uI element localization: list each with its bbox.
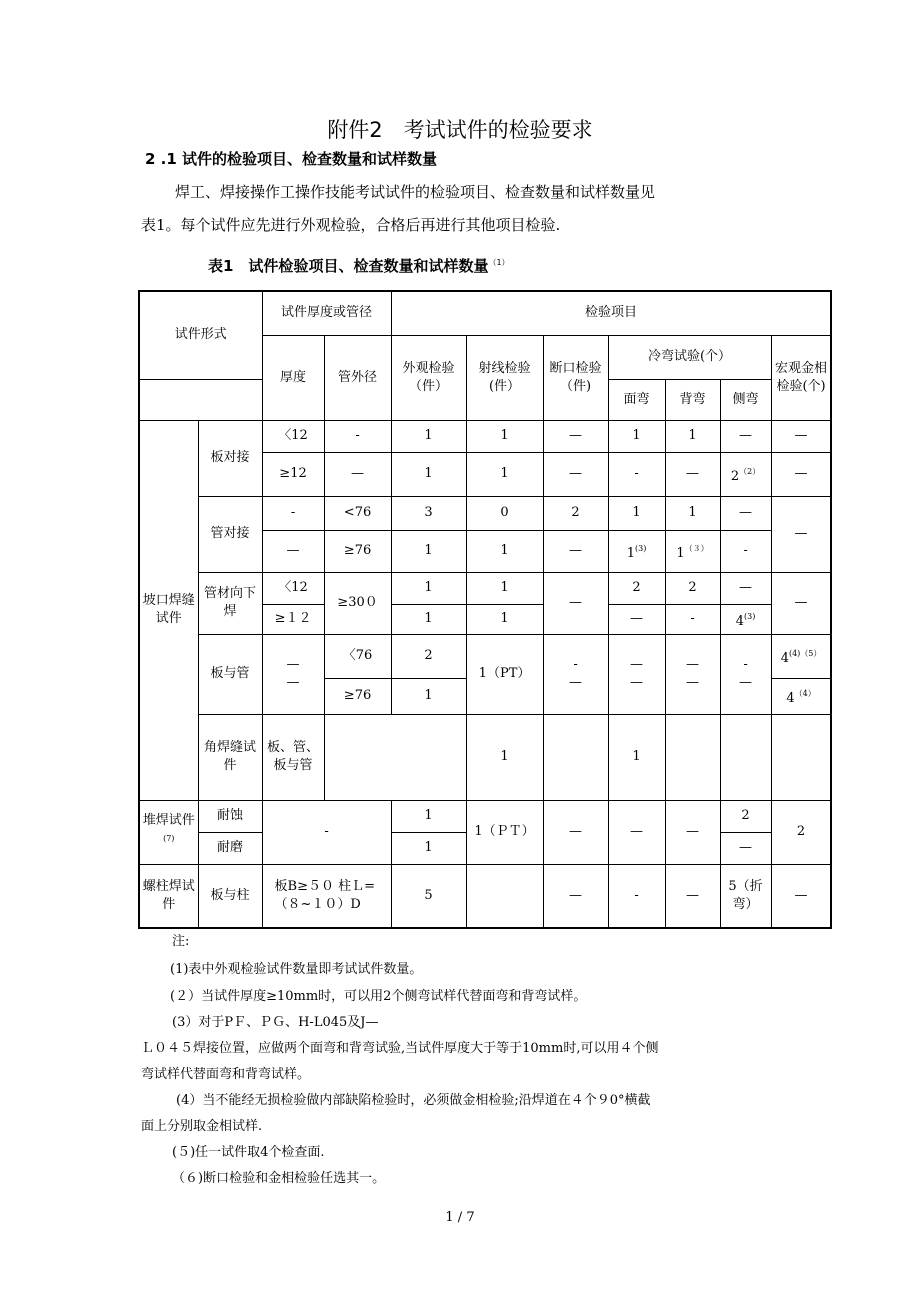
table-cell: 1 xyxy=(608,420,665,452)
cell-footnote: (3) xyxy=(635,543,647,553)
table-cell: 1 xyxy=(391,452,466,496)
table-row xyxy=(139,714,831,800)
cell-footnote: (4) xyxy=(788,648,801,658)
table-cell: ≥30０ xyxy=(324,572,391,634)
table-cell: 1 xyxy=(391,678,466,714)
row-plate-pipe: 板与管 xyxy=(198,634,262,714)
note-3-line-3: 弯试样代替面弯和背弯试样。 xyxy=(141,1067,311,1082)
table-caption-footnote: （1） xyxy=(488,258,510,267)
table-cell: — xyxy=(771,496,831,572)
cell-value: 1 xyxy=(626,545,635,561)
table-cell: 2 xyxy=(608,572,665,604)
table-cell: 1（ＰＴ） xyxy=(466,800,543,864)
table-cell: 1（PT） xyxy=(466,634,543,714)
table-cell: — xyxy=(771,452,831,496)
header-visual: 外观检验（件） xyxy=(391,335,466,420)
table-cell: - xyxy=(608,864,665,928)
header-face-bend: 面弯 xyxy=(608,379,665,420)
row-group-overlay xyxy=(139,800,198,864)
table-cell: — xyxy=(608,800,665,864)
row-group-stud: 螺柱焊试件 xyxy=(139,864,198,928)
header-thickness-group: 试件厚度或管径 xyxy=(262,291,391,335)
row-plate-butt: 板对接 xyxy=(198,420,262,496)
table-cell: — xyxy=(720,496,771,530)
table-cell: — — xyxy=(608,634,665,714)
table-cell: 1 xyxy=(466,420,543,452)
table-cell xyxy=(466,864,543,928)
page-title: 附件2 考试试件的检验要求 xyxy=(327,118,593,142)
cell-footnote: （2） xyxy=(739,466,761,476)
table-cell xyxy=(608,530,665,572)
table-row xyxy=(139,800,831,832)
row-group-fillet: 角焊缝试件 xyxy=(198,714,262,800)
table-cell: 2 xyxy=(665,572,720,604)
table-cell: ≥76 xyxy=(324,678,391,714)
table-cell: — xyxy=(771,420,831,452)
note-2: (２）当试件厚度≥10mm时，可以用2个侧弯试样代替面弯和背弯试样。 xyxy=(170,989,587,1004)
table-cell: — xyxy=(543,452,608,496)
table-cell: ≥１２ xyxy=(262,604,324,634)
paragraph-line-1 xyxy=(141,176,781,209)
table-cell xyxy=(543,714,608,800)
header-form-spacer xyxy=(139,379,262,420)
table-cell xyxy=(665,714,720,800)
table-cell: 板B≥５０ 柱Ｌ=（８~１０）D xyxy=(262,864,391,928)
table-cell: 1 xyxy=(608,496,665,530)
header-form: 试件形式 xyxy=(139,291,262,379)
header-side-bend: 侧弯 xyxy=(720,379,771,420)
header-outer-diameter: 管外径 xyxy=(324,335,391,420)
note-4-line-1: (4）当不能经无损检验做内部缺陷检验时，必须做金相检验;沿焊道在４个９0°横截 xyxy=(176,1093,651,1108)
notes-heading: 注: xyxy=(172,934,190,949)
table-cell: - xyxy=(324,420,391,452)
header-thickness: 厚度 xyxy=(262,335,324,420)
row-corrosion: 耐蚀 xyxy=(198,800,262,832)
table-cell: — xyxy=(262,530,324,572)
table-cell: 2 xyxy=(543,496,608,530)
note-3-line-1: (3）对于PＦ、ＰＧ、H-L045及J— xyxy=(172,1015,379,1030)
table-cell: — xyxy=(771,572,831,634)
table-cell: 5（折弯） xyxy=(720,864,771,928)
table-cell: — xyxy=(665,452,720,496)
table-cell: 1 xyxy=(466,572,543,604)
cell-value: 2 xyxy=(730,468,740,484)
table-cell: 1 xyxy=(391,800,466,832)
cell-footnote: （３） xyxy=(684,543,709,553)
table-cell: 1 xyxy=(466,714,543,800)
table-cell: — — xyxy=(665,634,720,714)
table-cell: 1 xyxy=(466,530,543,572)
table-cell xyxy=(324,714,466,800)
cell-value: 4 xyxy=(786,690,795,706)
table-cell: — xyxy=(665,800,720,864)
cell-footnote: （5） xyxy=(800,648,822,658)
table-cell: 0 xyxy=(466,496,543,530)
note-3-line-2: Ｌ０４５焊接位置，应做两个面弯和背弯试验,当试件厚度大于等于10mm时,可以用４个侧 xyxy=(141,1041,659,1056)
table-cell: - xyxy=(608,452,665,496)
cell-value: 4 xyxy=(735,613,744,629)
table-caption-text: 表1 试件检验项目、检查数量和试样数量 xyxy=(208,257,489,275)
table-cell: — xyxy=(720,420,771,452)
cell-footnote: （4） xyxy=(794,688,816,698)
table-cell: — xyxy=(543,530,608,572)
header-inspection: 检验项目 xyxy=(391,291,831,335)
table-cell: 1 xyxy=(665,496,720,530)
table-row xyxy=(139,864,831,928)
table-cell xyxy=(720,604,771,634)
cell-footnote: (7) xyxy=(163,833,175,843)
table-cell: 〈12 xyxy=(262,420,324,452)
table-cell: 1 xyxy=(466,452,543,496)
table-cell: 2 xyxy=(391,634,466,678)
table-cell: 1 xyxy=(391,832,466,864)
table-cell: 1 xyxy=(391,604,466,634)
table-cell: ≥12 xyxy=(262,452,324,496)
table-cell: 5 xyxy=(391,864,466,928)
header-macro: 宏观金相检验(个) xyxy=(771,335,831,420)
inspection-table xyxy=(138,290,832,929)
table-cell: ≥76 xyxy=(324,530,391,572)
row-fillet-sub: 板、管、板与管 xyxy=(262,714,324,800)
table-cell: — xyxy=(543,864,608,928)
table-cell: - xyxy=(262,496,324,530)
header-bend: 冷弯试验(个） xyxy=(608,335,771,379)
table-cell xyxy=(665,530,720,572)
row-pipe-butt: 管对接 xyxy=(198,496,262,572)
table-cell: 1 xyxy=(391,530,466,572)
table-cell: 〈12 xyxy=(262,572,324,604)
cell-footnote: (3) xyxy=(744,611,756,621)
table-cell: - xyxy=(262,800,391,864)
row-group-groove: 坡口焊缝试件 xyxy=(139,420,198,800)
table-cell: — xyxy=(608,604,665,634)
cell-value: 1 xyxy=(676,545,685,561)
table-cell: — xyxy=(720,572,771,604)
table-cell: - xyxy=(665,604,720,634)
table-row xyxy=(139,420,831,452)
table-cell: 1 xyxy=(665,420,720,452)
table-cell: 1 xyxy=(391,420,466,452)
table-cell: - — xyxy=(720,634,771,714)
table-cell: — xyxy=(720,832,771,864)
table-cell xyxy=(720,452,771,496)
table-row xyxy=(139,496,831,530)
table-cell: 1 xyxy=(608,714,665,800)
table-cell: <76 xyxy=(324,496,391,530)
table-cell: — xyxy=(771,864,831,928)
table-cell xyxy=(771,634,831,678)
page-number: 1 / 7 xyxy=(445,1210,475,1225)
row-wear: 耐磨 xyxy=(198,832,262,864)
note-4-line-2: 面上分别取金相试样. xyxy=(141,1119,263,1134)
paragraph-line-2: 表1。每个试件应先进行外观检验，合格后再进行其他项目检验. xyxy=(141,216,561,234)
note-6: （６)断口检验和金相检验任选其一。 xyxy=(172,1171,386,1186)
table-cell: 1 xyxy=(391,572,466,604)
table-caption xyxy=(208,255,510,276)
header-fracture: 断口检验（件) xyxy=(543,335,608,420)
row-group-overlay-label: 堆焊试件 xyxy=(142,812,195,828)
table-cell xyxy=(720,714,771,800)
table-cell: - xyxy=(720,530,771,572)
table-cell: 2 xyxy=(720,800,771,832)
table-cell xyxy=(771,714,831,800)
table-cell: — xyxy=(665,864,720,928)
table-cell: — xyxy=(324,452,391,496)
paragraph-text-1: 焊工、焊接操作工操作技能考试试件的检验项目、检查数量和试样数量见 xyxy=(175,183,656,201)
table-cell: 2 xyxy=(771,800,831,864)
section-heading: 2 .1 试件的检验项目、检查数量和试样数量 xyxy=(145,150,438,168)
table-cell: — xyxy=(543,420,608,452)
table-row xyxy=(139,572,831,604)
table-cell: 1 xyxy=(466,604,543,634)
row-pipe-downhill: 管材向下焊 xyxy=(198,572,262,634)
note-5: (５)任一试件取4个检查面. xyxy=(172,1145,325,1160)
table-cell xyxy=(771,678,831,714)
table-row xyxy=(139,634,831,678)
cell-value: 4 xyxy=(780,650,789,666)
row-stud-sub: 板与柱 xyxy=(198,864,262,928)
note-1: (1)表中外观检验试件数量即考试试件数量。 xyxy=(170,962,423,977)
header-radiographic: 射线检验(件） xyxy=(466,335,543,420)
table-cell: - — xyxy=(543,634,608,714)
table-cell: — xyxy=(543,572,608,634)
header-back-bend: 背弯 xyxy=(665,379,720,420)
table-cell: — — xyxy=(262,634,324,714)
table-cell: 〈76 xyxy=(324,634,391,678)
table-cell: 3 xyxy=(391,496,466,530)
table-cell: — xyxy=(543,800,608,864)
